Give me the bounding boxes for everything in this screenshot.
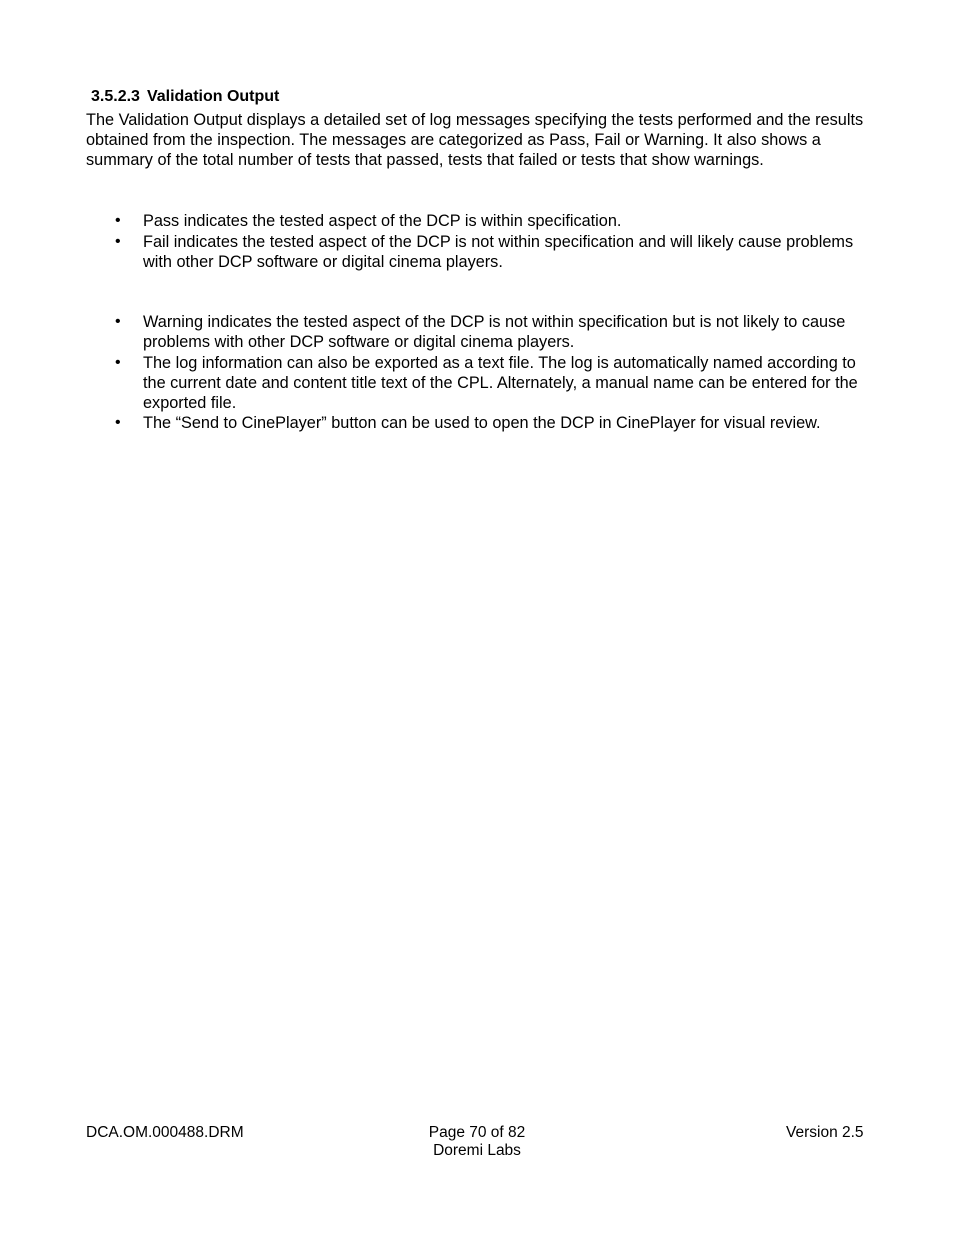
list-item-text: Warning indicates the tested aspect of the DCP is not within specification but is not likely to cause problems with other DCP software or digital cinema players.: [143, 313, 846, 351]
footer-company: Doremi Labs: [433, 1142, 521, 1159]
section-title: Validation Output: [146, 88, 280, 105]
list-item-text: The “Send to CinePlayer” button can be used to open the DCP in CinePlayer for visual review.: [143, 414, 821, 432]
list-item: [0, 232, 861, 272]
section-number: 3.5.2.3: [91, 88, 140, 105]
list-item: [0, 312, 861, 352]
bullet-icon: •: [115, 414, 121, 431]
section-heading: [91, 87, 279, 107]
list-item-text: Fail indicates the tested aspect of the DCP is not within specification and will likely cause problems with other DCP software or digital cinema players.: [143, 232, 854, 271]
bullet-icon: •: [115, 313, 121, 330]
list-item-text: The log information can also be exported as a text file. The log is automatically named according to the current date and content title text of the CPL. Alternately, a manual name can be entered for the exported file.: [143, 353, 858, 412]
intro-paragraph: The Validation Output displays a detailed set of log messages specifying the tests performed and the results obtained from the inspection. The messages are categorized as Pass, Fail or Warning. It also shows a summary of the total number of tests that passed, tests that failed or tests that show warnings.: [86, 111, 864, 169]
footer-doc-id: DCA.OM.000488.DRM: [86, 1124, 244, 1141]
list-item: [0, 413, 861, 433]
bullet-icon: •: [115, 353, 121, 371]
bullet-list-pass-fail: [0, 211, 954, 272]
footer-center: [377, 1124, 577, 1160]
footer-page-number: Page 70 of 82: [428, 1124, 526, 1141]
bullet-icon: •: [115, 212, 121, 229]
footer-version: Version 2.5: [786, 1124, 864, 1141]
list-item: [0, 211, 861, 231]
bullet-icon: •: [115, 232, 121, 250]
list-item: [0, 353, 861, 413]
list-item-text: Pass indicates the tested aspect of the DCP is within specification.: [143, 212, 622, 230]
bullet-list-warning-export: [0, 312, 954, 434]
